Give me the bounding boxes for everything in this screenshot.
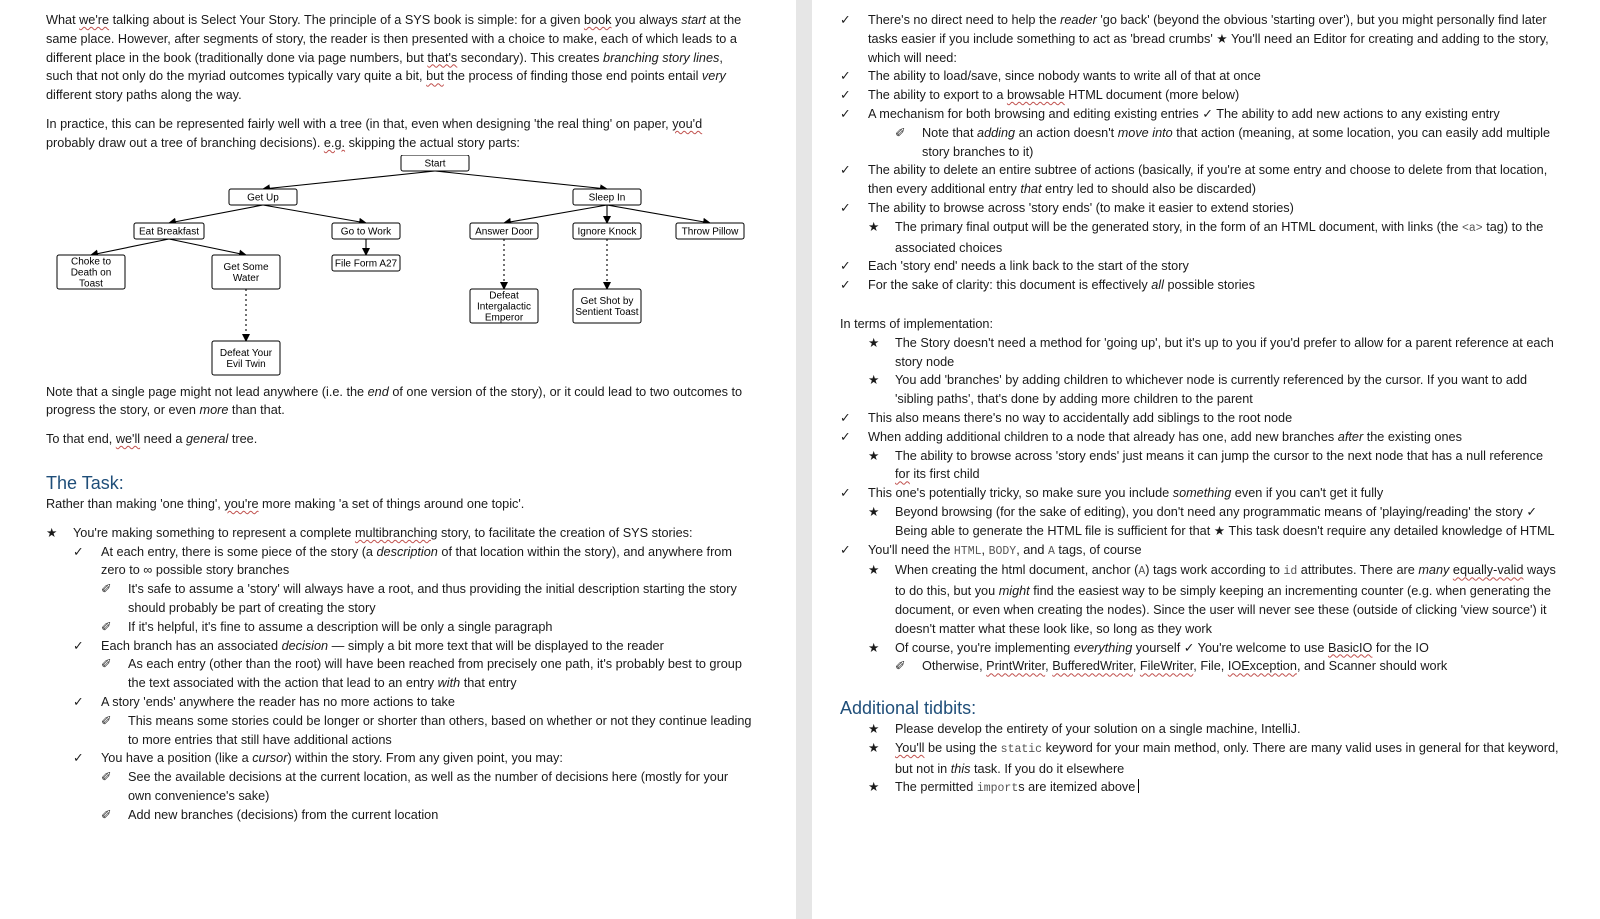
star-bullet-icon: ★ xyxy=(868,722,880,737)
bullet-item xyxy=(840,639,1560,658)
star-bullet-icon: ★ xyxy=(868,373,880,388)
editor-bullet-list xyxy=(840,11,1560,295)
tree-node-label: Sentient Toast xyxy=(575,306,639,318)
tree-node-go-to-work xyxy=(332,223,400,239)
tidbits-heading: Additional tidbits: xyxy=(840,698,977,719)
bullet-item xyxy=(46,637,752,656)
tree-node-label: Water xyxy=(232,272,260,284)
bullet-text: Otherwise, PrintWriter, BufferedWriter, FileWriter, File, IOException, and Scanner should work xyxy=(922,659,1448,674)
tree-node-throw-pillow xyxy=(676,223,744,239)
document-page-left[interactable] xyxy=(0,0,796,919)
tree-node-ignore-knock xyxy=(573,223,641,239)
tree-node-defeat-emperor xyxy=(470,289,538,324)
tree-edge xyxy=(263,171,435,189)
star-bullet-icon: ★ xyxy=(46,525,58,540)
pen-bullet-icon: ✐ xyxy=(895,659,906,674)
tree-node-label: Defeat Your xyxy=(219,347,273,359)
bullet-item xyxy=(840,371,1560,409)
bullet-text: You have a position (like a cursor) within the story. From any given point, you may: xyxy=(101,751,563,766)
code-text: A xyxy=(1138,565,1146,579)
italic-text: after xyxy=(1337,429,1364,444)
bullet-item xyxy=(46,712,752,750)
bullet-item xyxy=(840,11,1560,67)
tree-node-eat-breakfast xyxy=(134,223,204,239)
bullet-text: It's safe to assume a 'story' will always have a root, and thus providing the initial description starting the story should probably be part of creating the story xyxy=(128,582,737,615)
star-bullet-icon: ★ xyxy=(868,563,880,578)
star-bullet-icon: ★ xyxy=(868,219,880,234)
bullet-item xyxy=(840,428,1560,447)
italic-text: that xyxy=(1020,182,1042,197)
italic-text: general xyxy=(185,432,229,447)
star-bullet-icon: ★ xyxy=(868,740,880,755)
pen-bullet-icon: ✐ xyxy=(101,770,112,785)
bullet-item xyxy=(46,543,752,581)
check-bullet-icon: ✓ xyxy=(73,694,84,709)
bullet-item xyxy=(840,218,1560,258)
bullet-item xyxy=(46,524,752,543)
tree-node-choke xyxy=(57,255,125,290)
bullet-item xyxy=(840,739,1560,779)
tree-node-label: Throw Pillow xyxy=(681,226,739,238)
bullet-text: The Story doesn't need a method for 'going up', but it's up to you if you'd prefer to allow for a parent reference at each story node xyxy=(895,335,1554,369)
bullet-item xyxy=(840,409,1560,428)
code-text: BODY xyxy=(988,544,1017,558)
check-bullet-icon: ✓ xyxy=(840,429,851,444)
spellcheck-flagged-word: for xyxy=(895,467,910,482)
implementation-intro: In terms of implementation: xyxy=(840,316,994,331)
task-bullet-list xyxy=(46,524,752,825)
spellcheck-flagged-word: you'd xyxy=(672,116,703,131)
spellcheck-flagged-word: BufferedWriter xyxy=(1052,659,1133,674)
star-bullet-icon: ★ xyxy=(868,448,880,463)
bullet-item xyxy=(46,806,752,825)
bullet-text: Beyond browsing (for the sake of editing), you don't need any programmatic means of 'playing/reading' the story ✓ Being able to generate the HTML file is sufficient for that ★ This task doesn't require any detailed knowledge of HTML xyxy=(895,504,1555,538)
tree-edge xyxy=(607,205,710,223)
bullet-text: The ability to export to a browsable HTML document (more below) xyxy=(868,88,1240,103)
bullet-text: This also means there's no way to accidentally add siblings to the root node xyxy=(868,410,1293,425)
italic-text: start xyxy=(681,13,706,27)
bullet-text: You add 'branches' by adding children to whichever node is currently referenced by the cursor. If you want to add 'sibling paths', that's done by adding more children to the parent xyxy=(895,373,1528,407)
bullet-text: This one's potentially tricky, so make sure you include something even if you can't get it fully xyxy=(868,486,1384,501)
code-text: static xyxy=(1000,742,1043,756)
italic-text: branching story lines xyxy=(603,50,720,65)
bullet-text: When creating the html document, anchor (A) tags work according to id attributes. There are many equally-valid ways to do this, but you might find the easiest way to be simply keeping an incrementing counter (e.g. when generating the document, or even when creating the nodes). Since the user will never see these (outside of clicking 'view source') it doesn't matter what these look like, so long as they work xyxy=(895,563,1556,636)
tree-edge xyxy=(504,205,607,223)
tree-node-get-shot xyxy=(573,289,641,323)
note-paragraph: Note that a single page might not lead anywhere (i.e. the end of one version of the story), or it could lead to two outcomes to progress the story, or even more than that. xyxy=(46,384,743,418)
text-cursor xyxy=(1138,779,1139,793)
bullet-item xyxy=(840,199,1560,218)
bullet-item xyxy=(840,276,1560,295)
italic-text: all xyxy=(1151,278,1164,293)
pen-bullet-icon: ✐ xyxy=(101,619,112,634)
tree-edge xyxy=(263,205,366,223)
tree-node-label: Answer Door xyxy=(475,226,533,238)
pen-bullet-icon: ✐ xyxy=(101,713,112,728)
spellcheck-flagged-word: IOException xyxy=(1227,659,1297,674)
spellcheck-flagged-word: e.g. xyxy=(323,135,346,150)
tree-edge xyxy=(169,239,246,255)
check-bullet-icon: ✓ xyxy=(840,200,851,215)
tree-edge xyxy=(169,205,263,223)
general-tree-paragraph: To that end, we'll need a general tree. xyxy=(46,432,258,447)
check-bullet-icon: ✓ xyxy=(840,69,851,84)
italic-text: cursor xyxy=(252,751,288,766)
pen-bullet-icon: ✐ xyxy=(895,125,906,140)
tree-node-label: Sleep In xyxy=(588,192,626,204)
tree-node-label: Start xyxy=(424,158,446,170)
tree-node-get-some-water xyxy=(212,255,280,289)
tree-node-label: Evil Twin xyxy=(226,358,266,370)
tree-node-label: Get Up xyxy=(247,192,279,204)
bullet-text: You'll be using the static keyword for your main method, only. There are many valid uses in general for that keyword, but not in this task. If you do it elsewhere xyxy=(895,740,1559,776)
spellcheck-flagged-word: browsable xyxy=(1006,88,1065,103)
document-page-right[interactable] xyxy=(812,0,1600,919)
tree-node-defeat-twin xyxy=(212,341,280,375)
italic-text: very xyxy=(701,69,726,84)
code-text: import xyxy=(976,782,1019,796)
bullet-text: When adding additional children to a node that already has one, add new branches after the existing ones xyxy=(868,429,1462,444)
bullet-text: There's no direct need to help the reader 'go back' (beyond the obvious 'starting over'), but you might personally find later tasks easier if you include something to act as 'bread crumbs' ★ You'll need an Editor for creating and adding to the story, which will need: xyxy=(868,13,1549,65)
bullet-text: This means some stories could be longer or shorter than others, based on whether or not they continue leading to more entries that still have additional actions xyxy=(128,713,752,747)
bullet-item xyxy=(46,618,752,637)
bullet-item xyxy=(840,657,1560,676)
bullet-text: You'll need the HTML, BODY, and A tags, of course xyxy=(868,542,1142,558)
check-bullet-icon: ✓ xyxy=(840,88,851,103)
code-text: <a> xyxy=(1461,221,1483,235)
pen-bullet-icon: ✐ xyxy=(101,807,112,822)
bullet-text: You're making something to represent a complete multibranching story, to facilitate the creation of SYS stories: xyxy=(73,525,693,540)
task-heading: The Task: xyxy=(46,472,124,493)
code-text: id xyxy=(1283,565,1298,579)
italic-text: might xyxy=(998,584,1030,599)
tree-node-get-up xyxy=(229,189,297,205)
tree-node-label: File Form A27 xyxy=(334,258,398,270)
bullet-text: Note that adding an action doesn't move into that action (meaning, at some location, you can easily add multiple story branches to it) xyxy=(922,125,1551,159)
star-bullet-icon: ★ xyxy=(868,780,880,795)
bullet-text: A mechanism for both browsing and editing existing entries ✓ The ability to add new actions to any existing entry xyxy=(868,106,1500,121)
bullet-text: A story 'ends' anywhere the reader has no more actions to take xyxy=(101,694,455,709)
check-bullet-icon: ✓ xyxy=(840,486,851,501)
star-bullet-icon: ★ xyxy=(868,335,880,350)
bullet-text: Each branch has an associated decision — simply a bit more text that will be displayed to the reader xyxy=(101,638,664,653)
star-bullet-icon: ★ xyxy=(868,640,880,655)
tree-node-label: Go to Work xyxy=(340,226,392,238)
intro-paragraph: What we're talking about is Select Your Story. The principle of a SYS book is simple: for a given book you always start at the same place. However, after segments of story, the reader is then presented with a choice to make, each of which leads to a different place in the book (traditionally done via page numbers, but that's secondary). This creates branching story lines, such that not only do the myriad outcomes typically vary quite a bit, but the process of finding those end points entail very different story paths along the way. xyxy=(46,13,742,103)
bullet-item xyxy=(840,447,1560,485)
bullet-item xyxy=(46,693,752,712)
tree-node-label: Intergalactic xyxy=(477,301,531,313)
bullet-text: The primary final output will be the generated story, in the form of an HTML document, with links (the <a> tag) to the associated choices xyxy=(895,219,1544,255)
spellcheck-flagged-word: equally-valid xyxy=(1452,563,1524,578)
bullet-text: The ability to browse across 'story ends' just means it can jump the cursor to the next node that has a null reference for its first child xyxy=(895,448,1544,482)
tree-node-label: Defeat xyxy=(489,290,519,302)
spellcheck-flagged-word: PrintWriter xyxy=(986,659,1046,674)
tree-node-label: Get Shot by xyxy=(580,295,634,307)
tidbits-bullet-list xyxy=(840,720,1560,799)
tree-edge xyxy=(91,239,169,255)
italic-text: description xyxy=(376,544,438,559)
check-bullet-icon: ✓ xyxy=(840,13,851,27)
check-bullet-icon: ✓ xyxy=(840,410,851,425)
italic-text: reader xyxy=(1060,13,1097,27)
bullet-text: As each entry (other than the root) will have been reached from precisely one path, it's probably best to group the text associated with the action that lead to an entry with that entry xyxy=(128,657,742,691)
bullet-item xyxy=(840,67,1560,86)
italic-text: end xyxy=(367,384,389,399)
bullet-item xyxy=(840,257,1560,276)
code-text: A xyxy=(1047,544,1055,558)
tree-node-answer-door xyxy=(470,223,538,239)
tree-node-start xyxy=(401,155,469,171)
bullet-text: The permitted imports are itemized above xyxy=(895,778,1560,799)
pen-bullet-icon: ✐ xyxy=(101,657,112,672)
code-text: HTML xyxy=(953,544,982,558)
bullet-item xyxy=(840,105,1560,124)
bullet-text: For the sake of clarity: this document is effectively all possible stories xyxy=(868,278,1255,293)
tree-node-label: Death on xyxy=(70,267,112,279)
check-bullet-icon: ✓ xyxy=(840,278,851,293)
tree-node-label: Emperor xyxy=(484,312,524,324)
italic-text: many xyxy=(1418,563,1450,578)
tree-node-label: Get Some xyxy=(223,261,269,273)
tree-node-sleep-in xyxy=(573,189,641,205)
check-bullet-icon: ✓ xyxy=(73,751,84,766)
bullet-text: Please develop the entirety of your solution on a single machine, IntelliJ. xyxy=(895,722,1301,737)
bullet-item xyxy=(46,655,752,693)
bullet-item xyxy=(46,580,752,618)
story-tree-svg xyxy=(46,155,752,377)
italic-text: more xyxy=(199,403,229,418)
tree-node-label: Ignore Knock xyxy=(577,226,637,238)
tree-node-label: Toast xyxy=(79,278,103,290)
pen-bullet-icon: ✐ xyxy=(101,582,112,597)
bullet-text: The ability to load/save, since nobody wants to write all of that at once xyxy=(868,69,1261,84)
bullet-item xyxy=(840,334,1560,372)
bullet-text: The ability to delete an entire subtree of actions (basically, if you're at some entry and choose to delete from that location, then every additional entry that entry led to should also be discarded) xyxy=(868,163,1548,197)
bullet-item xyxy=(840,778,1560,799)
italic-text: with xyxy=(437,676,461,691)
italic-text: move into xyxy=(1117,125,1173,140)
spellcheck-flagged-word: we'll xyxy=(115,432,141,447)
bullet-text: See the available decisions at the current location, as well as the number of decisions here (mostly for your own convenience's sake) xyxy=(128,770,729,803)
bullet-text: Of course, you're implementing everything yourself ✓ You're welcome to use BasicIO for the IO xyxy=(895,640,1429,655)
check-bullet-icon: ✓ xyxy=(840,542,851,557)
tree-node-file-form xyxy=(332,255,400,271)
bullet-item xyxy=(840,124,1560,162)
bullet-item xyxy=(840,86,1560,105)
bullet-item xyxy=(46,768,752,806)
check-bullet-icon: ✓ xyxy=(73,544,84,559)
bullet-text: Each 'story end' needs a link back to the start of the story xyxy=(868,259,1189,274)
spellcheck-flagged-word: but xyxy=(426,69,444,84)
bullet-item xyxy=(46,749,752,768)
check-bullet-icon: ✓ xyxy=(840,163,851,178)
spellcheck-flagged-word: we're xyxy=(79,13,110,27)
spellcheck-flagged-word: you're xyxy=(224,496,259,511)
spellcheck-flagged-word: multibranching xyxy=(354,525,438,540)
bullet-item xyxy=(840,161,1560,199)
tree-node-label: Eat Breakfast xyxy=(138,226,200,238)
spellcheck-flagged-word: You'll xyxy=(895,740,925,755)
italic-text: adding xyxy=(977,125,1016,140)
bullet-text: Add new branches (decisions) from the current location xyxy=(128,807,439,822)
bullet-text: At each entry, there is some piece of the story (a description of that location within the story), and anywhere from zero to ∞ possible story branches xyxy=(101,544,732,578)
tree-node-label: Choke to xyxy=(70,256,112,268)
tree-edge xyxy=(435,171,607,189)
spellcheck-flagged-word: that's xyxy=(427,50,458,65)
spellcheck-flagged-word: book xyxy=(583,13,612,27)
story-tree-diagram xyxy=(46,155,752,377)
spellcheck-flagged-word: BasicIO xyxy=(1327,640,1373,655)
bullet-text: If it's helpful, it's fine to assume a description will be only a single paragraph xyxy=(128,619,553,634)
implementation-bullet-list xyxy=(840,334,1560,676)
italic-text: everything xyxy=(1073,640,1133,655)
italic-text: this xyxy=(950,761,971,776)
task-paragraph: Rather than making 'one thing', you're more making 'a set of things around one topic'. xyxy=(46,496,525,511)
bullet-item xyxy=(840,561,1560,638)
check-bullet-icon: ✓ xyxy=(840,259,851,274)
bullet-item xyxy=(840,503,1560,541)
tree-intro-paragraph: In practice, this can be represented fairly well with a tree (in that, even when designing 'the real thing' on paper, you'd probably draw out a tree of branching decisions). e.g. skipping the actual story parts: xyxy=(46,116,703,150)
bullet-text: The ability to browse across 'story ends' (to make it easier to extend stories) xyxy=(868,200,1294,215)
italic-text: decision xyxy=(281,638,329,653)
bullet-item xyxy=(840,484,1560,503)
spellcheck-flagged-word: FileWriter xyxy=(1139,659,1194,674)
star-bullet-icon: ★ xyxy=(868,504,880,519)
bullet-item xyxy=(840,720,1560,739)
bullet-item xyxy=(840,541,1560,562)
italic-text: something xyxy=(1172,486,1232,501)
check-bullet-icon: ✓ xyxy=(840,106,851,121)
check-bullet-icon: ✓ xyxy=(73,638,84,653)
